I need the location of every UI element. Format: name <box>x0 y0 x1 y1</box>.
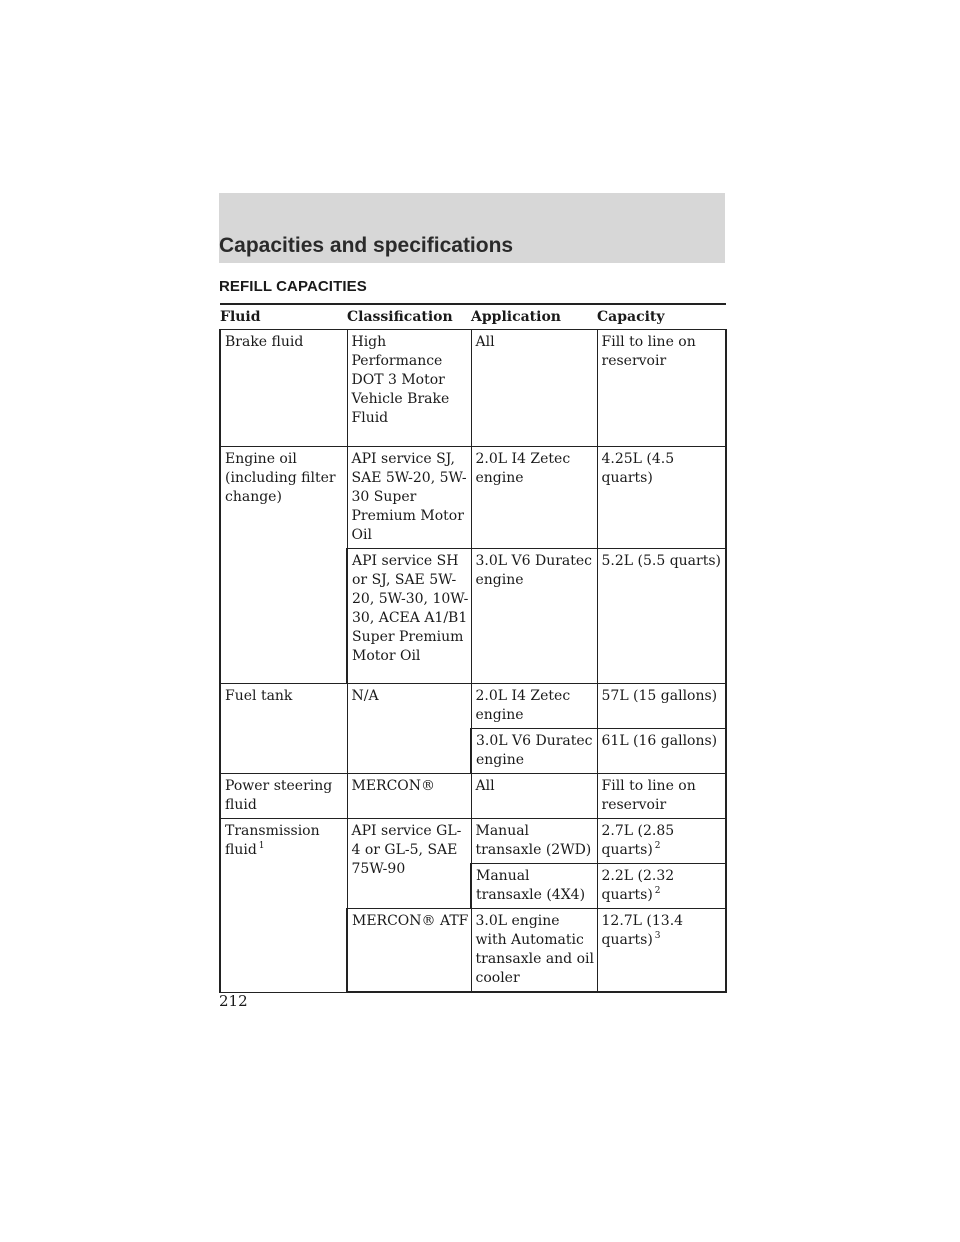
cell-application: All <box>471 774 597 819</box>
footnote-marker: 1 <box>258 841 265 852</box>
cell-fluid: Engine oil (including filter change) <box>220 447 347 684</box>
cell-capacity <box>597 819 726 864</box>
cell-capacity: 4.25L (4.5 quarts) <box>597 447 726 549</box>
cell-capacity: Fill to line on reservoir <box>597 330 726 447</box>
table-row-fuel-tank-2l <box>220 684 726 729</box>
column-header-classification: Classification <box>347 304 471 330</box>
cell-capacity <box>597 864 726 909</box>
cell-fluid: Power steering fluid <box>220 774 347 819</box>
refill-capacities-table <box>219 303 727 993</box>
cell-fluid <box>220 819 347 993</box>
cell-fluid-text: Transmission fluid <box>225 823 320 858</box>
cell-classification: API service SH or SJ, SAE 5W-20, 5W-30, 10W-30, ACEA A1/B1 Super Premium Motor Oil <box>347 549 471 684</box>
column-header-fluid: Fluid <box>220 304 347 330</box>
cell-classification: MERCON® <box>347 774 471 819</box>
cell-application: 3.0L V6 Duratec engine <box>471 549 597 684</box>
cell-capacity-text: 12.7L (13.4 quarts) <box>601 913 684 948</box>
cell-capacity: Fill to line on reservoir <box>597 774 726 819</box>
footnote-marker: 2 <box>654 841 661 852</box>
cell-capacity: 61L (16 gallons) <box>597 729 726 774</box>
table-row-brake-fluid <box>220 330 726 447</box>
footnote-marker: 2 <box>654 886 661 897</box>
cell-classification: N/A <box>347 684 471 774</box>
page-number: 212 <box>219 992 248 1010</box>
cell-capacity-text: 2.7L (2.85 quarts) <box>601 823 675 858</box>
table-row-transmission-2wd <box>220 819 726 864</box>
footnote-marker: 3 <box>654 931 661 942</box>
cell-application: Manual transaxle (4X4) <box>471 864 597 909</box>
table-row-power-steering <box>220 774 726 819</box>
column-header-capacity: Capacity <box>597 304 726 330</box>
table-header-row <box>220 304 726 330</box>
cell-application: 3.0L engine with Automatic transaxle and oil cooler <box>471 909 597 993</box>
table-row-engine-oil-2l <box>220 447 726 549</box>
cell-classification: High Performance DOT 3 Motor Vehicle Brake Fluid <box>347 330 471 447</box>
cell-application: All <box>471 330 597 447</box>
cell-fluid: Brake fluid <box>220 330 347 447</box>
chapter-title: Capacities and specifications <box>219 234 514 257</box>
cell-application: Manual transaxle (2WD) <box>471 819 597 864</box>
cell-classification: API service GL-4 or GL-5, SAE 75W-90 <box>347 819 471 909</box>
cell-application: 2.0L I4 Zetec engine <box>471 447 597 549</box>
cell-capacity-text: 2.2L (2.32 quarts) <box>601 868 675 903</box>
cell-classification: MERCON® ATF <box>347 909 471 993</box>
column-header-application: Application <box>471 304 597 330</box>
cell-capacity <box>597 909 726 993</box>
cell-capacity: 57L (15 gallons) <box>597 684 726 729</box>
cell-classification: API service SJ, SAE 5W-20, 5W-30 Super Premium Motor Oil <box>347 447 471 549</box>
section-heading: REFILL CAPACITIES <box>219 278 367 295</box>
cell-application: 2.0L I4 Zetec engine <box>471 684 597 729</box>
cell-fluid: Fuel tank <box>220 684 347 774</box>
cell-capacity: 5.2L (5.5 quarts) <box>597 549 726 684</box>
cell-application: 3.0L V6 Duratec engine <box>471 729 597 774</box>
